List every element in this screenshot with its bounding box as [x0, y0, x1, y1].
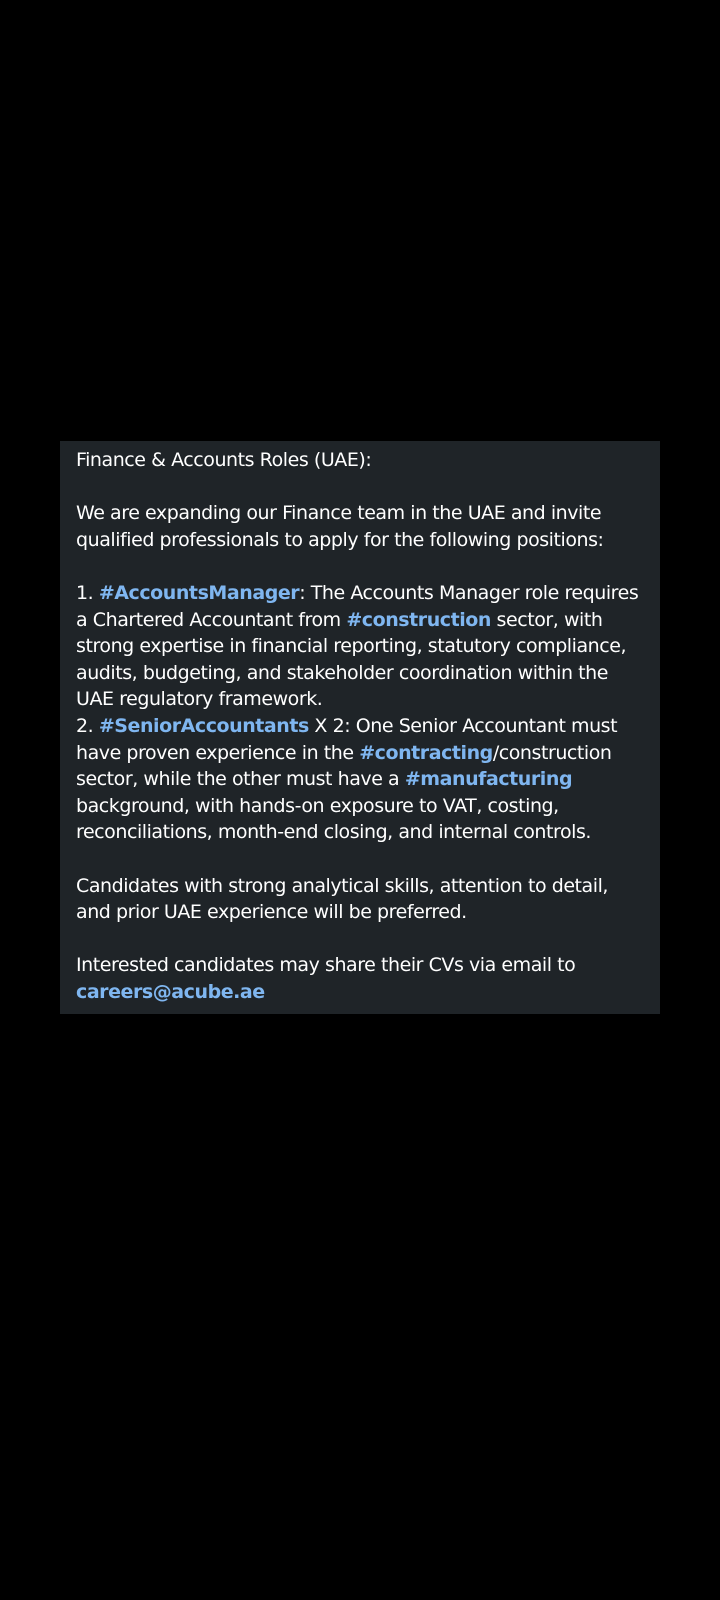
post-email-paragraph	[76, 979, 644, 1006]
item-text: X 2: One Senior Accountant must have proven experience in the	[76, 714, 618, 764]
item-text: /construction sector, while the other must have a	[76, 741, 612, 791]
hashtag-manufacturing[interactable]: #manufacturing	[404, 768, 573, 791]
item-text: sector, with strong expertise in financial reporting, statutory compliance, audits, budgeting, and stakeholder coordination within the UAE regulatory framework.	[76, 608, 627, 711]
paragraph-gap	[76, 553, 644, 580]
position-item-1	[76, 580, 644, 713]
item-number: 2.	[76, 714, 99, 737]
item-text: background, with hands-on exposure to VAT, costing, reconciliations, month-end closing, and internal controls.	[76, 794, 591, 844]
email-link[interactable]: careers@acube.ae	[76, 980, 265, 1003]
hashtag-accounts-manager[interactable]: #AccountsManager	[98, 581, 300, 604]
paragraph-gap	[76, 926, 644, 953]
paragraph-gap	[76, 474, 644, 501]
post-cta: Interested candidates may share their CVs via email to	[76, 954, 576, 977]
post-text-card	[60, 441, 660, 1014]
post-intro: We are expanding our Finance team in the UAE and invite qualified professionals to apply for the following positions:	[76, 502, 604, 551]
post-title: Finance & Accounts Roles (UAE):	[76, 449, 372, 471]
paragraph-gap	[76, 846, 644, 873]
hashtag-senior-accountants[interactable]: #SeniorAccountants	[98, 714, 309, 737]
item-text: : The Accounts Manager role requires a Chartered Accountant from	[76, 581, 639, 631]
item-number: 1.	[76, 581, 99, 604]
position-item-2	[76, 713, 644, 846]
hashtag-construction[interactable]: #construction	[346, 608, 491, 631]
hashtag-contracting[interactable]: #contracting	[359, 741, 493, 764]
post-preference: Candidates with strong analytical skills, attention to detail, and prior UAE experience will be preferred.	[76, 874, 608, 924]
